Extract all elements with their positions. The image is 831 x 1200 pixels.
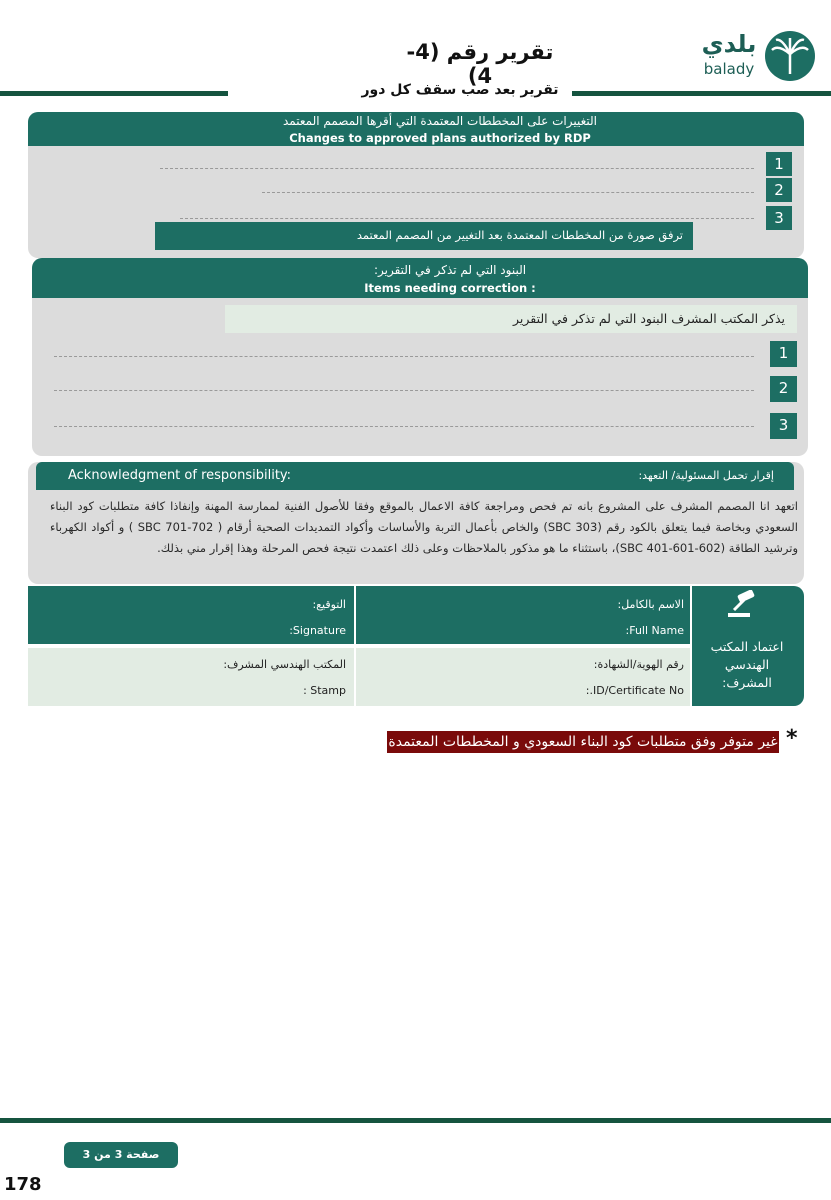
gavel-icon [726,590,760,618]
approval-table [28,586,804,706]
note-star: * [786,726,798,751]
attach-note-bar [155,222,693,250]
changes-row-2-number: 2 [766,178,792,202]
signature-en: Signature: [289,624,346,637]
signature-ar: التوقيع: [312,598,346,611]
changes-heading-ar: التغييرات على المخططات المعتمدة التي أقرها المصمم المعتمد [282,114,598,128]
corrections-heading-en: Items needing correction : [364,281,536,295]
changes-header [28,112,804,146]
full-name-en: Full Name: [625,624,684,637]
corrections-row-1-number: 1 [770,341,797,367]
page-number: 178 [4,1174,42,1195]
logo-english: balady [703,60,755,78]
acknowledgment-label-ar: إقرار تحمل المسئولية/ التعهد: [638,469,774,482]
full-name-ar: الاسم بالكامل: [617,598,684,611]
acknowledgment-text: اتعهد انا المصمم المشرف على المشروع بانه تم فحص ومراجعة كافة الاعمال بالموقع وفقا للأصول الفنية لممارسة المهنة وإنفاذا كافة متطلبات كود البناء السعودي وبخاصة فيما يتعلق بالكود رقم (SBC 303) والخاص بأعمال التربة والأساسات وأكواد التمديدات الصحية أرقام ( SBC 701-702 ) و أكواد الكهرباء وترشيد الطاقة (SBC 401-601-602)، باستثناء ما هو مذكور بالملاحظات وعلى ذلك اعتمدت نتيجة فحص المرحلة وهذا إقرار مني بذلك. [50,499,798,555]
changes-row-1-line[interactable] [160,168,754,169]
approval-label-cell [692,586,804,706]
changes-row-3-number: 3 [766,206,792,230]
corrections-instruction-box [225,305,797,333]
id-en: ID/Certificate No.: [585,684,684,697]
footer-rule [0,1118,831,1123]
stamp-en: Stamp : [303,684,346,697]
changes-row-3-line[interactable] [180,218,754,219]
corrections-instruction: يذكر المكتب المشرف البنود التي لم تذكر في التقرير [512,311,785,326]
changes-heading-en: Changes to approved plans authorized by RDP [289,131,591,145]
corrections-row-1-line[interactable] [54,356,754,357]
acknowledgment-header [36,462,794,490]
page-indicator-label: صفحة 3 من 3 [82,1148,160,1161]
note-text: غير متوفر وفق متطلبات كود البناء السعودي و المخططات المعتمدة [387,731,779,753]
approval-row-bottom-left[interactable] [28,648,354,706]
changes-row-2-line[interactable] [262,192,754,193]
approval-label: اعتماد المكتب الهندسي المشرف: [710,639,784,690]
approval-row-bottom-mid[interactable] [356,648,690,706]
acknowledgment-label-en: Acknowledgment of responsibility: [68,468,292,483]
corrections-header [32,258,808,298]
page-title: تقرير رقم (4-4) [406,40,554,88]
page-indicator [64,1142,178,1168]
attach-note-text: ترفق صورة من المخططات المعتمدة بعد التغيير من المصمم المعتمد [356,228,683,242]
corrections-row-2-number: 2 [770,376,797,402]
balady-logo [698,28,818,84]
corrections-row-3-line[interactable] [54,426,754,427]
stamp-ar: المكتب الهندسي المشرف: [223,658,346,671]
palm-icon [764,30,816,82]
header-bar-left [0,91,228,96]
corrections-row-3-number: 3 [770,413,797,439]
corrections-heading-ar: البنود التي لم تذكر في التقرير: [373,263,527,277]
header-bar-right [572,91,831,96]
changes-row-1-number: 1 [766,152,792,176]
page-subtitle: تقرير بعد صب سقف كل دور [361,82,559,98]
logo-arabic: بلدي [701,30,757,58]
id-ar: رقم الهوية/الشهادة: [593,658,684,671]
corrections-row-2-line[interactable] [54,390,754,391]
